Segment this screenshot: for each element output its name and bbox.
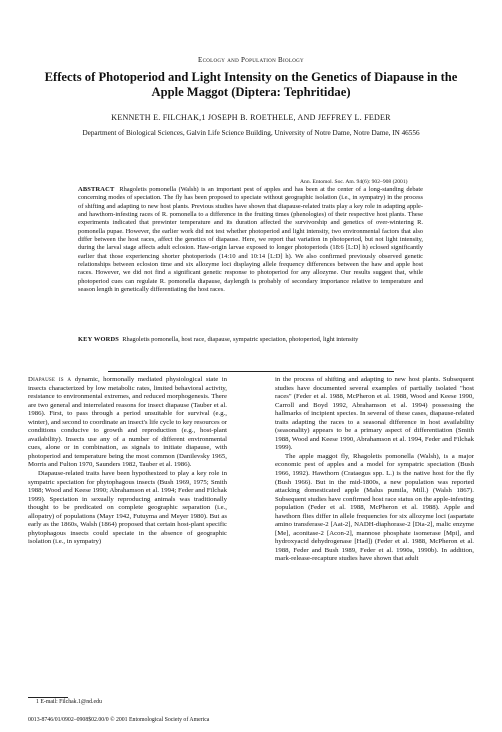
copyright-line: 0013-8746/01/0902–0908$02.00/0 © 2001 Entomological Society of America — [28, 717, 210, 723]
keywords-text: Rhagoletis pomonella, host race, diapause, sympatric speciation, photoperiod, light intensity — [122, 336, 359, 343]
footnote: 1 E-mail: Filchak.1@nd.edu — [36, 699, 102, 705]
author-affiliation: Department of Biological Sciences, Galvin Life Science Building, University of Notre Dame, Notre Dame, IN 46556 — [82, 129, 420, 137]
body-paragraph — [28, 376, 227, 470]
keywords — [78, 336, 423, 344]
section-divider — [108, 371, 394, 372]
body-paragraph: in the process of shifting and adapting to new host plants. Subsequent studies have documented several examples of partially isolated "host races" (Feder et al. 1988, McPheron et al. 1988, Wood and Keese 1990, Carroll and Boyd 1992, Abrahamson et al. 1994) possessing the hallmarks of incipient species. In several of these cases, diapause-related traits adapting the races to a seasonal difference in host availability (seasonality) appears to be a primary aspect of differentiation (Smith 1988, Wood and Keese 1990, Abrahamson et al. 1994, Feder and Filchak 1999). — [275, 376, 474, 452]
abstract — [78, 186, 423, 294]
journal-citation: Ann. Entomol. Soc. Am. 94(6): 902–908 (2001) — [300, 179, 408, 185]
body-paragraph: Diapause-related traits have been hypothesized to play a key role in sympatric speciation for phytophagous insects (Bush 1969, 1975; Smith 1988; Wood and Keese 1990; Abrahamson et al. 1994; Feder and Filchak 1999). Speciation in sexually reproducing animals was traditionally thought to be predicated on complete geographic separation (i.e., allopatry) of populations (Mayr 1942, Futuyma and Meyer 1980). But as early as the 1860s, Walsh (1864) proposed that certain host-plant specific phytophagous insects could speciate in the absence of geographic isolation (i.e., in sympatry) — [28, 470, 227, 546]
abstract-label: ABSTRACT — [78, 186, 115, 193]
paragraph-text: dynamic, hormonally mediated physiological state in insects characterized by low metabolic rates, limited behavioral activity, resistance to environmental extremes, and reduced morphogenesis. There are two general and interrelated reasons for insect diapause (Tauber et al. 1986). First, to pass through a period unsuitable for survival (e.g., winter), and second to coordinate an insect's life cycle to key resources or conditions conducive to growth and reproduction (e.g., host-plant availability). Insects use any of a number of different environmental cues, alone or in combination, as signals to initiate diapause, with photoperiod and temperature being the most common (Danilevsky 1965, Morris and Fulton 1970, Saunders 1982, Tauber et al. 1986). — [28, 376, 228, 469]
section-label: Ecology and Population Biology — [198, 56, 304, 64]
article-title: Effects of Photoperiod and Light Intensity on the Genetics of Diapause in the Apple Maggot (Diptera: Tephritidae) — [44, 70, 458, 99]
author-list: KENNETH E. FILCHAK,1 JOSEPH B. ROETHELE, AND JEFFREY L. FEDER — [111, 113, 391, 122]
body-paragraph: The apple maggot fly, Rhagoletis pomonella (Walsh), is a major economic pest of apples and a model for sympatric speciation (Bush 1966, 1992). Hawthorn (Crataegus spp. L.) is the native host for the fly (Bush 1966). But in the mid-1800s, a new population was reported attacking domesticated apple (Malus pumila, Mill.) (Walsh 1867). Subsequent studies have confirmed host race status on the apple-infesting population (Feder et al. 1988, McPheron et al. 1988). Apple and hawthorn flies differ in allele frequencies for six allozyme loci (aspartate amino transferase-2 [Aat-2], NADH-diaphorase-2 [Dia-2], malic enzyme [Me], aconitase-2 [Acon-2], mannose phosphate isomerase [Mpi], and hydroxyacid dehydrogenase [Had]) (Feder et al. 1988, McPheron et al. 1988, Feder and Bush 1989, Feder et al. 1990a, 1990b). In addition, mark-release-recapture studies have shown that adult — [275, 452, 474, 563]
body-column-right — [275, 376, 474, 564]
abstract-text: Rhagoletis pomonella (Walsh) is an important pest of apples and has been at the center of a long-standing debate concerning modes of speciation. The fly has been proposed to speciate without geographic isolation (i.e., in sympatry) in the process of shifting and adapting to new host plants. Previous studies have shown that diapause-related traits play a key role in adapting apple- and hawthorn-infesting races of R. pomonella to a difference in the fruiting times (phenologies) of their respective host plants. These experiments indicated that prewinter temperature and its duration affected the survivorship and genetics of over-wintering R. pomonella pupae. However, the earlier work did not test whether photoperiod and light intensity, two environmental factors that also differ between the host races, affect the genetics of diapause. Here, we report that variation in photoperiod, but not light intensity, during the larval stage affects adult eclosion. Haw-origin larvae exposed to longer photoperiods (18:6 [L:D] h) eclosed significantly earlier that those experiencing shorter photoperiods (14:10 and 10:14 [L:D] h). We also confirmed previously observed genetic relationships between eclosion time and six allozyme loci displaying allele frequency differences between the haw and apple host races. However, we did not find a significant genetic response to photoperiod for any allozyme. Our results suggest that, while photoperiod cues can regulate R. pomonella diapause, daylength is probably of secondary importance relative to temperature and season length in genetically differentiating the host races. — [78, 186, 423, 294]
footnote-divider — [28, 697, 68, 698]
keywords-label: KEY WORDS — [78, 336, 120, 343]
body-column-left — [28, 376, 227, 547]
lead-in: Diapause is a — [28, 376, 72, 383]
